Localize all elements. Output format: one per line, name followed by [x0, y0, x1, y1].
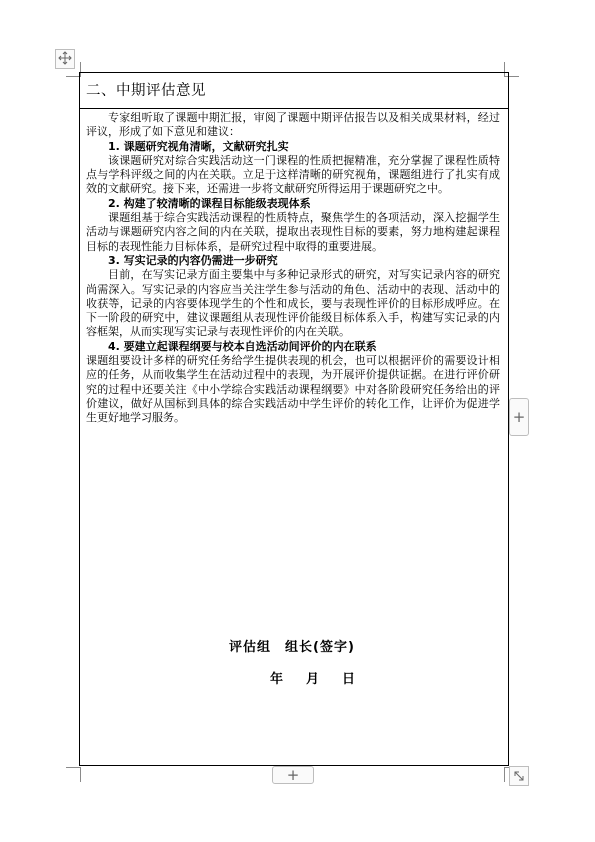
table-move-handle[interactable] [55, 49, 75, 69]
evaluation-table [79, 72, 509, 766]
item-heading: 4. 要建立起课程纲要与校本自选活动间评价的内在联系 [108, 339, 377, 353]
item-heading: 3. 写实记录的内容仍需进一步研究 [108, 253, 278, 267]
add-column-button[interactable] [509, 398, 529, 436]
item-heading: 1. 课题研究视角清晰，文献研究扎实 [108, 139, 289, 153]
section-title[interactable]: 二、中期评估意见 [80, 73, 508, 109]
date-year: 年 [270, 672, 285, 687]
plus-icon: + [286, 766, 300, 784]
body-paragraph: 目前，在写实记录方面主要集中与多种记录形式的研究，对写实记录内容的研究尚需深入。写实记录的内容应当关注学生参与活动的角色、活动中的表现、活动中的收获等，记录的内容要体现学生的个性和成长，要与表现性评价的目标形成呼应。在下一阶段的研究中，建议课题组从表现性评价能级目标体系入手，构建写实记录的内容框架，从而实现写实记录与表现性评价的内在关联。 [86, 268, 500, 339]
date-day: 日 [342, 672, 357, 687]
crop-mark-bottom-left [66, 767, 81, 782]
body-paragraph: 该课题研究对综合实践活动这一门课程的性质把握精准，充分掌握了课程性质特点与学科评级之间的内在关联。立足于这样清晰的研究视角，课题组进行了扎实有成效的文献研究。接下来，还需进一步将文献研究所得运用于课题研究之中。 [86, 153, 500, 196]
table-resize-handle[interactable] [509, 766, 529, 786]
date-month: 月 [306, 672, 321, 687]
item-heading: 2. 构建了较清晰的课程目标能级表现体系 [108, 196, 311, 210]
resize-diagonal-icon [513, 767, 525, 786]
plus-icon: + [512, 408, 526, 426]
add-row-button[interactable] [272, 766, 314, 784]
move-icon [58, 50, 72, 69]
opinion-content-cell[interactable] [80, 109, 508, 426]
body-paragraph: 专家组听取了课题中期汇报，审阅了课题中期评估报告以及相关成果材料，经过评议，形成了如下意见和建议： [86, 111, 500, 139]
date-line [270, 668, 356, 687]
body-paragraph: 课题组基于综合实践活动课程的性质特点，聚焦学生的各项活动，深入挖掘学生活动与课题研究内容之间的内在关联，提取出表现性目标的要素，努力地构建起课程目标的表现性能力目标体系，是研究过程中取得的重要进展。 [86, 211, 500, 253]
body-paragraph: 课题组要设计多样的研究任务给学生提供表现的机会，也可以根据评价的需要设计相应的任务，从而收集学生在活动过程中的表现，为开展评价提供证据。在进行评价研究的过程中还要关注《中小学综合实践活动课程纲要》中对各阶段研究任务给出的评价建议，做好从国标到具体的综合实践活动中学生评价的转化工作，让评价为促进学生更好地学习服务。 [86, 354, 500, 425]
signature-label: 评估组 组长(签字) [229, 640, 355, 655]
